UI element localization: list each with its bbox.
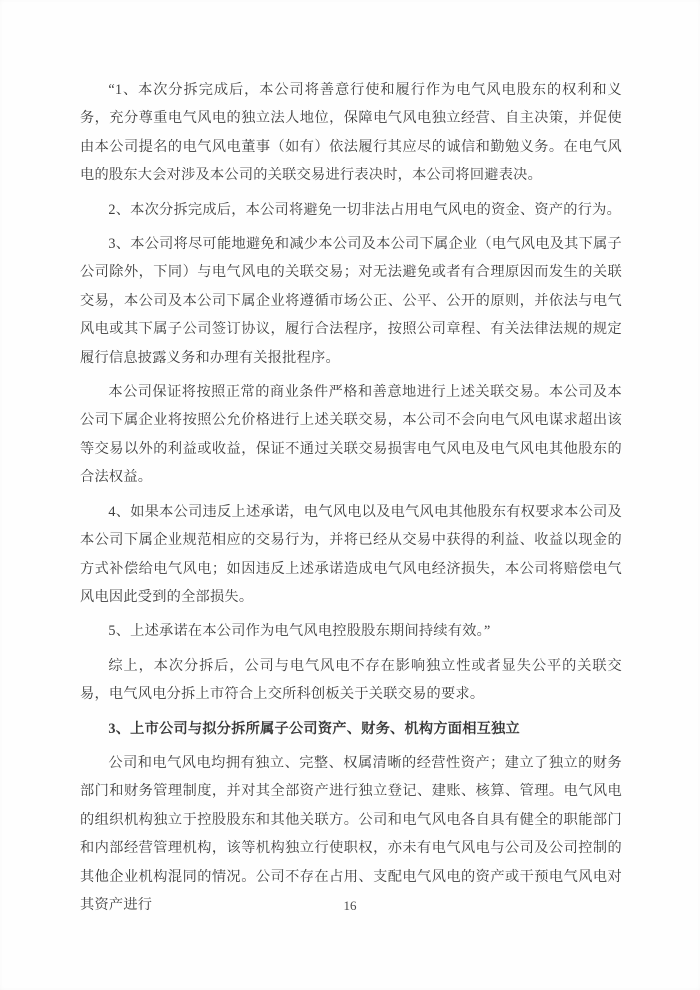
paragraph-commitment-5: 5、上述承诺在本公司作为电气风电控股股东期间持续有效。” (108, 623, 491, 640)
document-content (80, 76, 622, 925)
paragraph-commitment-4: 4、如果本公司违反上述承诺，电气风电以及电气风电其他股东有权要求本公司及本公司下属企业规范相应的交易行为，并将已经从交易中获得的利益、收益以现金的方式补偿给电气风电；如因违反上述承诺造成电气风电经济损失，本公司将赔偿电气风电因此受到的全部损失。 (80, 503, 622, 605)
paragraph-commitment-3-guarantee: 本公司保证将按照正常的商业条件严格和善意地进行上述关联交易。本公司及本公司下属企业将按照公允价格进行上述关联交易，本公司不会向电气风电谋求超出该等交易以外的利益或收益，保证不通过关联交易损害电气风电及电气风电其他股东的合法权益。 (80, 384, 622, 486)
section-heading-independence: 3、上市公司与拟分拆所属子公司资产、财务、机构方面相互独立 (108, 720, 520, 737)
paragraph-summary: 综上，本次分拆后，公司与电气风电不存在影响独立性或者显失公平的关联交易，电气风电分拆上市符合上交所科创板关于关联交易的要求。 (80, 657, 622, 703)
paragraph-commitment-3: 3、本公司将尽可能地避免和减少本公司及本公司下属企业（电气风电及其下属子公司除外，下同）与电气风电的关联交易；对无法避免或者有合理原因而发生的关联交易，本公司及本公司下属企业将遵循市场公正、公平、公开的原则，并依法与电气风电或其下属子公司签订协议，履行合法程序，按照公司章程、有关法律法规的规定履行信息披露义务和办理有关报批程序。 (80, 236, 622, 366)
paragraph-commitment-1: “1、本次分拆完成后，本公司将善意行使和履行作为电气风电股东的权利和义务，充分尊重电气风电的独立法人地位，保障电气风电独立经营、自主决策，并促使由本公司提名的电气风电董事（如有）依法履行其应尽的诚信和勤勉义务。在电气风电的股东大会对涉及本公司的关联交易进行表决时，本公司将回避表决。 (80, 82, 622, 184)
paragraph-commitment-2: 2、本次分拆完成后，本公司将避免一切非法占用电气风电的资金、资产的行为。 (108, 201, 622, 218)
page-number: 16 (343, 898, 357, 913)
paragraph-independence-body: 公司和电气风电均拥有独立、完整、权属清晰的经营性资产；建立了独立的财务部门和财务管理制度，并对其全部资产进行独立登记、建账、核算、管理。电气风电的组织机构独立于控股股东和其他关联方。公司和电气风电各自具有健全的职能部门和内部经营管理机构，该等机构独立行使职权，亦未有电气风电与公司及公司控制的其他企业机构混同的情况。公司不存在占用、支配电气风电的资产或干预电气风电对其资产进行 (80, 754, 622, 913)
